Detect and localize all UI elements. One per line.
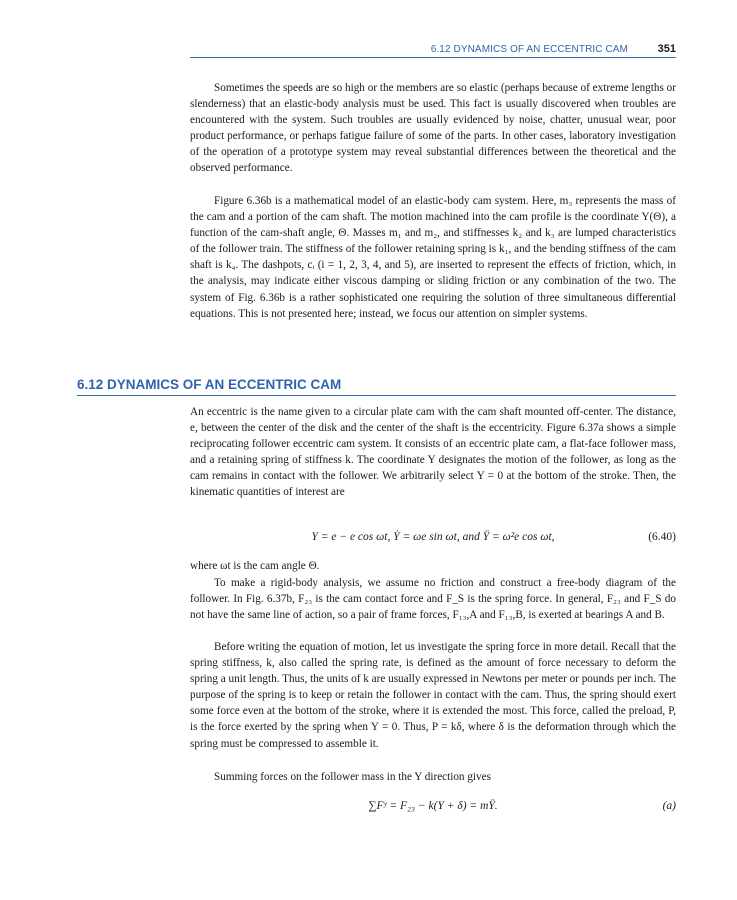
section-paragraph-4: Summing forces on the follower mass in the Y direction gives — [214, 771, 491, 783]
equation-6-40 — [190, 531, 676, 549]
equation-a — [190, 800, 676, 818]
header-section-title: 6.12 DYNAMICS OF AN ECCENTRIC CAM — [430, 44, 628, 55]
equation-a-number: (a) — [662, 800, 676, 812]
equation-6-40-number: (6.40) — [648, 531, 676, 543]
section-paragraph-3: Before writing the equation of motion, let us investigate the spring force in more detail. Recall that the spring stiffness, k, also called the spring rate, is defined as the amount of force necessary to deform the spring a unit length. Thus, the units of k are usually expressed in Newtons per meter or pounds per inch. The purpose of the spring is to keep or retain the follower in contact with the cam. Thus, the spring should exert some force even at the bottom of the stroke, where it is extended the most. This force, called the preload, P, is the force exerted by the spring when Y = 0. Thus, P = kδ, where δ is the deformation through which the spring must be compressed to assemble it. — [190, 641, 676, 750]
intro-paragraph-1: Sometimes the speeds are so high or the members are so elastic (perhaps because of extreme lengths or slenderness) that an elastic-body analysis must be used. This fact is usually discovered when troubles are encountered with the system. Such troubles are usually evidenced by noise, chatter, unusual wear, poor product performance, or perhaps fatigue failure of some of the parts. In other cases, laboratory investigation of the operation of a prototype system may reveal substantial differences between the theoretical and the observed performance. — [190, 82, 676, 175]
after-equation-line: where ωt is the cam angle Θ. — [190, 560, 320, 572]
equation-a-body: ∑Fʸ = F₂₃ − k(Y + δ) = mŸ. — [368, 800, 498, 812]
running-header — [190, 40, 676, 58]
page-number: 351 — [657, 43, 676, 55]
intro-paragraph-2: Figure 6.36b is a mathematical model of an elastic-body cam system. Here, m₃ represents the mass of the cam and a portion of the cam shaft. The motion machined into the cam profile is the coordinate Y(Θ), a function of the cam-shaft angle, Θ. Masses m₁ and m₂, and stiffnesses k₂ and k₃ are lumped characteristics of the follower train. The stiffness of the follower retaining spring is k₁, and the bending stiffness of the cam shaft is k₄. The dashpots, cᵢ (i = 1, 2, 3, 4, and 5), are inserted to represent the effects of friction, which, in the analysis, may indicate either viscous damping or sliding friction or any combination of the two. The system of Fig. 6.36b is a rather sophisticated one requiring the solution of three simultaneous differential equations. This is not presented here; instead, we focus our attention on simpler systems. — [190, 195, 676, 320]
section-paragraph-2: To make a rigid-body analysis, we assume no friction and construct a free-body diagram of the follower. In Fig. 6.37b, F₂₃ is the cam contact force and F_S is the spring force. In general, F₂₃ and F_S do not have the same line of action, so a pair of frame forces, F₁₃,A and F₁₃,B, is exerted at bearings A and B. — [190, 577, 676, 622]
section-paragraph-1: An eccentric is the name given to a circular plate cam with the cam shaft mounted off-center. The distance, e, between the center of the disk and the center of the shaft is the eccentricity. Figure 6.37a shows a simple reciprocating follower eccentric cam system. It consists of an eccentric plate cam, a flat-face follower mass, and a retaining spring of stiffness k. The coordinate Y designates the motion of the follower, as long as the cam remains in contact with the follower. We arbitrarily select Y = 0 at the bottom of the stroke. Then, the kinematic quantities of interest are — [190, 406, 676, 499]
equation-6-40-body: Y = e − e cos ωt, Ẏ = ωe sin ωt, and Ÿ = ω²e cos ωt, — [311, 531, 555, 543]
section-heading: 6.12 DYNAMICS OF AN ECCENTRIC CAM — [77, 377, 676, 396]
